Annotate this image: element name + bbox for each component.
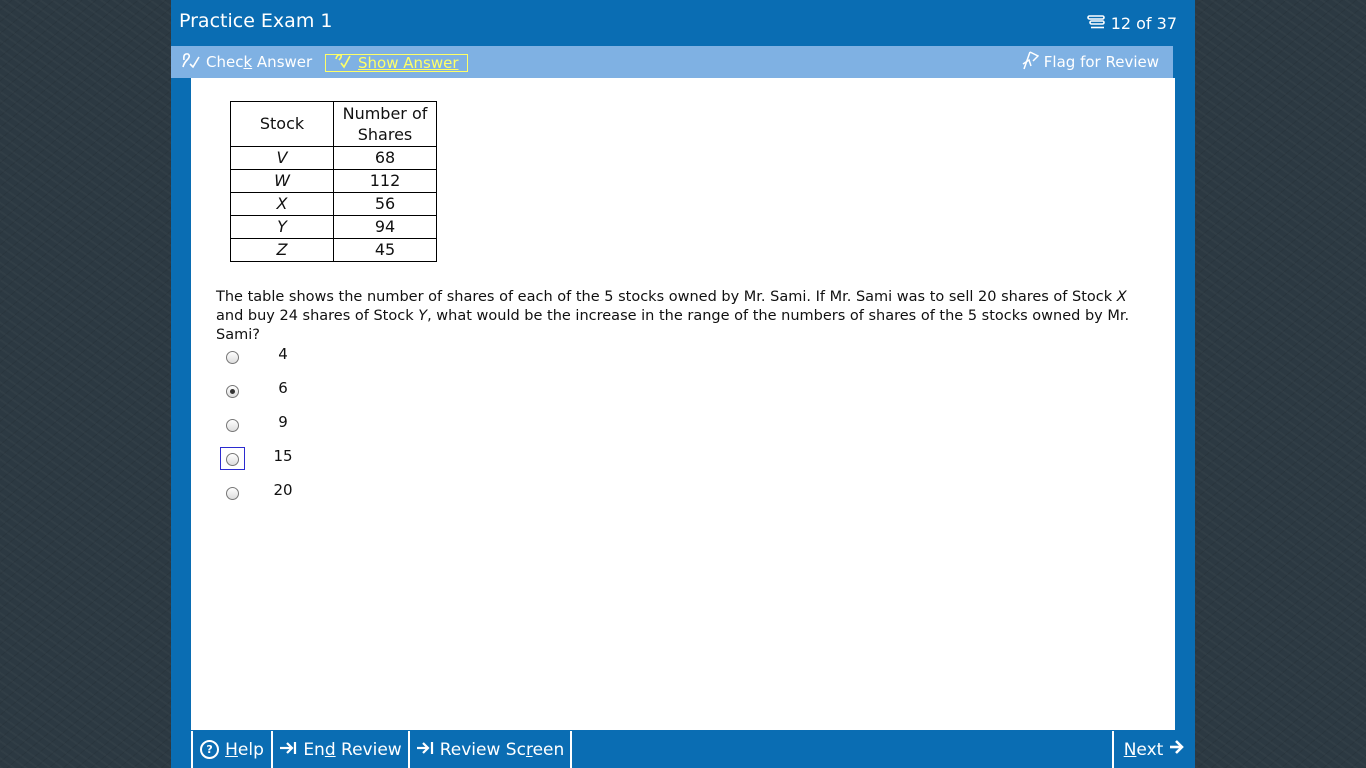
show-answer-icon bbox=[334, 53, 352, 73]
title-bar bbox=[171, 0, 1195, 45]
stock-cell: X bbox=[231, 193, 334, 216]
check-answer-icon bbox=[181, 51, 201, 73]
question-counter-text: 12 of 37 bbox=[1110, 14, 1177, 33]
next-arrow-icon bbox=[1169, 739, 1185, 760]
list-icon bbox=[1087, 14, 1105, 33]
header-stock: Stock bbox=[231, 102, 334, 147]
question-text: The table shows the number of shares of each of the 5 stocks owned by Mr. Sami. If Mr. Sami was to sell 20 shares of Stock X and buy 24 shares of Stock Y, what would be the increase in the range of the numbers of shares of the 5 stocks owned by Mr. Sami? bbox=[216, 289, 1130, 343]
help-button[interactable] bbox=[191, 731, 273, 768]
check-answer-label: Check Answer bbox=[206, 53, 313, 71]
stock-cell: V bbox=[231, 147, 334, 170]
choice-label: 4 bbox=[278, 345, 288, 363]
question-counter bbox=[1087, 14, 1177, 33]
help-label: Help bbox=[225, 739, 264, 760]
radio-button[interactable] bbox=[226, 351, 239, 364]
shares-cell: 112 bbox=[334, 170, 437, 193]
question-panel bbox=[191, 78, 1175, 730]
end-arrow-icon bbox=[279, 740, 297, 760]
review-screen-label: Review Screen bbox=[439, 739, 565, 760]
table-row bbox=[231, 147, 437, 170]
choice-label: 6 bbox=[278, 379, 288, 397]
radio-button-selected[interactable] bbox=[226, 385, 239, 398]
stock-cell: W bbox=[231, 170, 334, 193]
radio-button[interactable] bbox=[226, 487, 239, 500]
review-arrow-icon bbox=[416, 740, 434, 760]
next-button[interactable] bbox=[1112, 731, 1195, 768]
choice-label: 9 bbox=[278, 413, 288, 431]
review-screen-button[interactable] bbox=[410, 731, 572, 768]
table-row bbox=[231, 170, 437, 193]
help-circle-icon: ? bbox=[200, 740, 219, 759]
table-row bbox=[231, 239, 437, 262]
check-answer-button[interactable] bbox=[181, 46, 312, 78]
exam-window bbox=[171, 0, 1195, 768]
flag-for-review-button[interactable] bbox=[1021, 46, 1159, 78]
flag-icon bbox=[1021, 50, 1039, 74]
end-review-label: End Review bbox=[303, 739, 402, 760]
stock-table bbox=[230, 101, 437, 262]
table-header-row bbox=[231, 102, 437, 147]
choice-label: 15 bbox=[273, 447, 293, 465]
radio-button[interactable] bbox=[226, 419, 239, 432]
table-row bbox=[231, 193, 437, 216]
radio-button[interactable] bbox=[226, 453, 239, 466]
stock-cell: Z bbox=[231, 239, 334, 262]
choice-label: 20 bbox=[273, 481, 293, 499]
end-review-button[interactable] bbox=[273, 731, 410, 768]
show-answer-button[interactable] bbox=[325, 54, 468, 72]
show-answer-label: Show Answer bbox=[358, 54, 459, 72]
toolbar bbox=[171, 46, 1173, 78]
flag-for-review-label: Flag for Review bbox=[1043, 53, 1159, 71]
shares-cell: 56 bbox=[334, 193, 437, 216]
shares-cell: 45 bbox=[334, 239, 437, 262]
bottom-navigation bbox=[191, 731, 1195, 768]
exam-title: Practice Exam 1 bbox=[179, 10, 333, 32]
next-label: Next bbox=[1123, 739, 1164, 760]
shares-cell: 94 bbox=[334, 216, 437, 239]
header-number-of-shares: Number of Shares bbox=[334, 102, 437, 147]
stock-cell: Y bbox=[231, 216, 334, 239]
shares-cell: 68 bbox=[334, 147, 437, 170]
table-row bbox=[231, 216, 437, 239]
